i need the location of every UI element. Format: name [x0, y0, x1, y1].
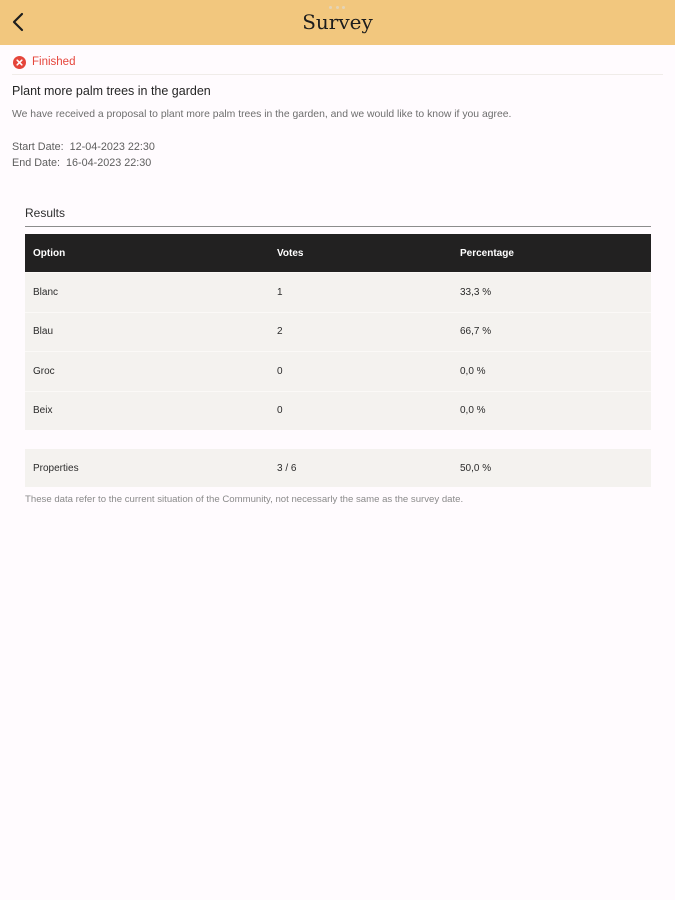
- table-row: [25, 272, 651, 312]
- survey-title: Plant more palm trees in the garden: [12, 84, 211, 98]
- back-button[interactable]: [6, 9, 32, 35]
- start-date-value: 12-04-2023 22:30: [69, 141, 155, 153]
- start-date: [12, 141, 155, 153]
- percentage-cell: 0,0 %: [460, 405, 486, 417]
- option-cell: Blau: [33, 326, 54, 338]
- page-title: Survey: [302, 10, 373, 34]
- summary-percentage: 50,0 %: [460, 462, 492, 474]
- option-cell: Beix: [33, 405, 53, 417]
- status-badge: [13, 54, 75, 70]
- summary-label: Properties: [33, 462, 79, 474]
- option-cell: Groc: [33, 365, 55, 377]
- column-header-votes: Votes: [277, 247, 304, 259]
- column-header-percentage: Percentage: [460, 247, 514, 259]
- votes-cell: 0: [277, 365, 283, 377]
- column-header-option: Option: [33, 247, 66, 259]
- chevron-left-icon: [6, 9, 32, 35]
- app-header: [0, 0, 675, 45]
- results-heading: Results: [25, 206, 66, 220]
- close-circle-icon: [13, 56, 26, 69]
- survey-description: We have received a proposal to plant more palm trees in the garden, and we would like to know if you agree.: [12, 109, 512, 120]
- drag-handle-dots: [329, 6, 345, 9]
- results-divider: [25, 226, 651, 227]
- start-date-label: Start Date:: [12, 141, 64, 153]
- votes-cell: 1: [277, 286, 283, 298]
- table-row: [25, 391, 651, 431]
- percentage-cell: 33,3 %: [460, 286, 492, 298]
- end-date-label: End Date:: [12, 157, 61, 169]
- table-row: [25, 312, 651, 352]
- summary-row: [25, 449, 651, 487]
- status-label: Finished: [32, 56, 76, 68]
- table-header: [25, 234, 651, 272]
- percentage-cell: 66,7 %: [460, 326, 492, 338]
- results-footnote: These data refer to the current situation of the Community, not necessarly the same as the survey date.: [25, 494, 464, 505]
- votes-cell: 0: [277, 405, 283, 417]
- votes-cell: 2: [277, 326, 283, 338]
- divider: [12, 74, 663, 75]
- end-date: [12, 157, 151, 169]
- option-cell: Blanc: [33, 286, 59, 298]
- table-row: [25, 351, 651, 391]
- percentage-cell: 0,0 %: [460, 365, 486, 377]
- end-date-value: 16-04-2023 22:30: [66, 157, 152, 169]
- summary-votes: 3 / 6: [277, 462, 297, 474]
- results-table: [25, 234, 651, 430]
